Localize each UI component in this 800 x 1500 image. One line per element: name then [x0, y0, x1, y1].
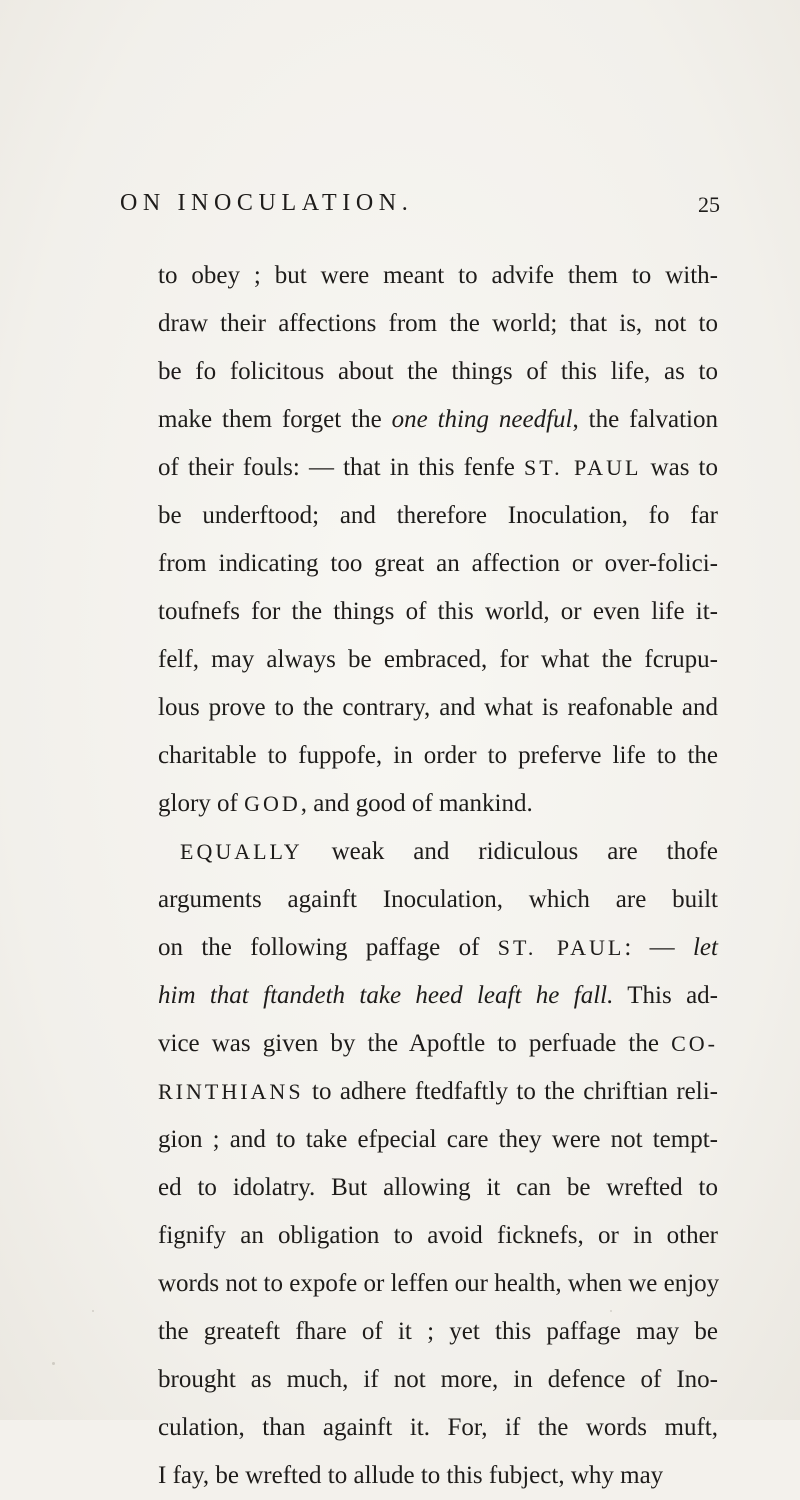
text-line: [158, 1260, 718, 1308]
text-line: [158, 1356, 718, 1404]
text-run: draw their affections from the world; that is, not to: [158, 310, 718, 337]
text-line: [158, 972, 718, 1020]
running-title: ON INOCULATION.: [120, 190, 414, 216]
text-line: [158, 1452, 718, 1500]
text-run: charitable to fuppofe, in order to preferve life to the: [158, 742, 718, 769]
text-run: This ad-: [613, 982, 718, 1009]
body-text: [158, 252, 718, 1500]
italic-run: him that ftandeth take heed leaft he fall.: [158, 982, 614, 1009]
text-line: [158, 636, 718, 684]
text-run: arguments againft Inoculation, which are built: [158, 886, 718, 913]
text-line: [158, 1404, 718, 1452]
text-line: [158, 252, 718, 300]
text-run: to obey ; but were meant to advife them to with-: [158, 262, 718, 289]
text-line: [158, 876, 718, 924]
text-line: [158, 540, 718, 588]
text-run: the greateft fhare of it ; yet this paffage may be: [158, 1318, 718, 1345]
paper-speck: [92, 1310, 94, 1312]
text-line: [158, 1068, 718, 1116]
text-run: glory of: [158, 790, 245, 817]
text-run: I fay, be wrefted to allude to this fubject, why may: [158, 1462, 664, 1489]
text-run: gion ; and to take efpecial care they were not tempt-: [158, 1126, 718, 1153]
text-run: of their fouls: — that in this fenfe: [158, 454, 525, 481]
text-run: , and good of mankind.: [300, 790, 533, 817]
text-run: toufnefs for the things of this world, or even life it-: [158, 598, 718, 625]
text-line: [158, 1212, 718, 1260]
text-line: [158, 300, 718, 348]
text-line: [158, 588, 718, 636]
text-run: to adhere ftedfaftly to the chriftian reli-: [303, 1078, 718, 1105]
small-caps-run: ST. PAUL: [524, 455, 642, 480]
text-run: be underftood; and therefore Inoculation, fo far: [158, 502, 718, 529]
text-run: words not to expofe or leffen our health, when we enjoy: [158, 1270, 720, 1297]
text-run: be fo folicitous about the things of this life, as to: [158, 358, 718, 385]
text-line: [158, 780, 718, 828]
text-run: lous prove to the contrary, and what is reafonable and: [158, 694, 718, 721]
text-line: [158, 444, 718, 492]
text-run: brought as much, if not more, in defence of Ino-: [158, 1366, 718, 1393]
paper-speck: [610, 1310, 612, 1312]
italic-run: one thing needful: [391, 406, 573, 433]
small-caps-run: EQUALLY: [180, 839, 303, 864]
text-run: culation, than againft it. For, if the words muft,: [158, 1414, 718, 1441]
small-caps-run: GOD: [244, 791, 301, 816]
text-run: from indicating too great an affection or over-folici-: [158, 550, 718, 577]
text-run: was to: [641, 454, 718, 481]
text-line: [158, 1308, 718, 1356]
text-run: felf, may always be embraced, for what the fcrupu-: [158, 646, 718, 673]
text-line: [158, 732, 718, 780]
text-run: make them forget the: [158, 406, 392, 433]
small-caps-run: RINTHIANS: [158, 1079, 304, 1104]
running-head: [120, 190, 720, 224]
text-line: [158, 492, 718, 540]
text-line: [158, 1020, 718, 1068]
text-run: : —: [624, 934, 693, 961]
text-line: [158, 1164, 718, 1212]
text-line: [158, 828, 718, 876]
italic-run: let: [692, 934, 718, 961]
text-line: [158, 924, 718, 972]
text-run: fignify an obligation to avoid ficknefs, or in other: [158, 1222, 718, 1249]
text-run: weak and ridiculous are thofe: [302, 838, 718, 865]
small-caps-run: CO-: [671, 1031, 718, 1056]
text-line: [158, 396, 718, 444]
text-run: ed to idolatry. But allowing it can be wrefted to: [158, 1174, 718, 1201]
text-line: [158, 684, 718, 732]
text-run: on the following paffage of: [158, 934, 498, 961]
paper-speck: [52, 1362, 55, 1365]
page-number: 25: [698, 192, 720, 217]
small-caps-run: ST. PAUL: [497, 935, 625, 960]
text-line: [158, 1116, 718, 1164]
text-run: vice was given by the Apoftle to perfuade the: [158, 1030, 672, 1057]
text-run: , the falvation: [572, 406, 718, 433]
text-line: [158, 348, 718, 396]
